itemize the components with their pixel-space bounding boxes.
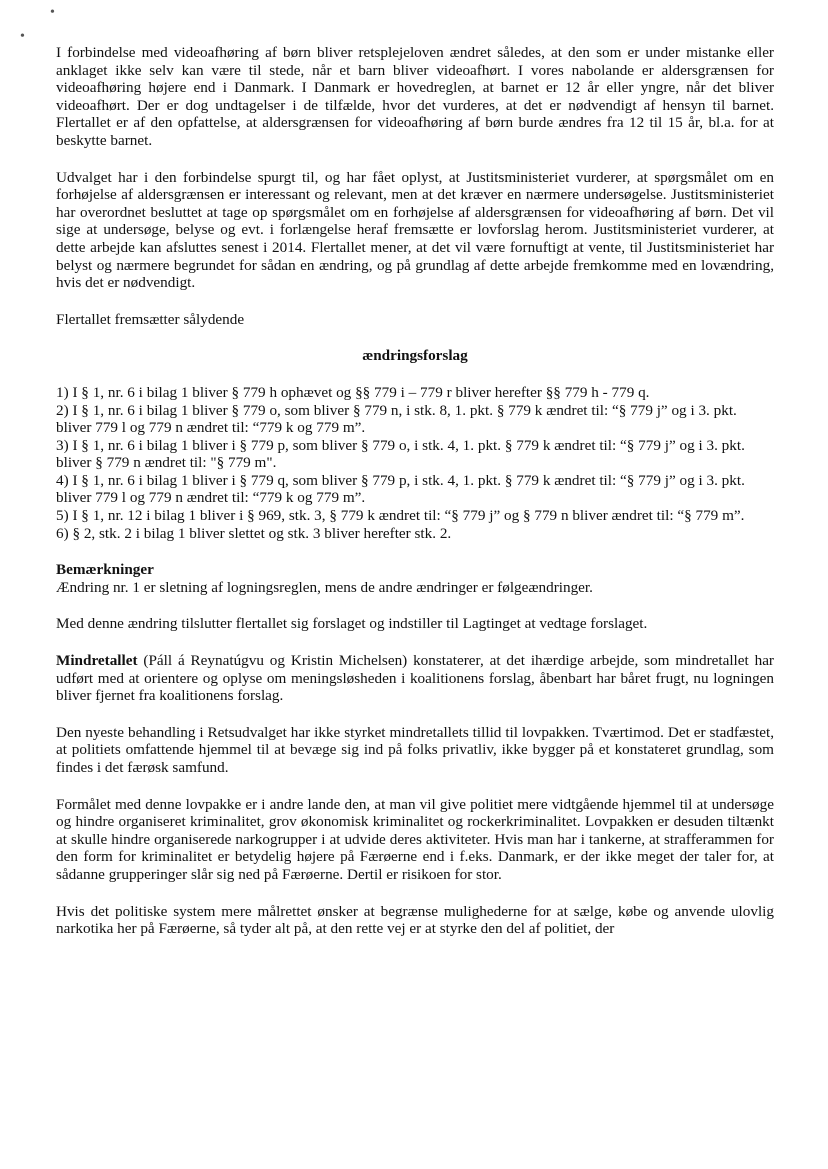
paragraph-tilslutning: Med denne ændring tilslutter flertallet sig forslaget og indstiller til Lagtinget at vedtage forslaget. [56, 615, 648, 633]
scan-mark: • [50, 5, 55, 20]
amendment-item: 2) I § 1, nr. 6 i bilag 1 bliver § 779 o, som bliver § 779 n, i stk. 8, 1. pkt. § 779 k ændret til: “§ 779 j” og i 3. pkt. bliver 779 l og 779 n ændret til: “779 k og 779 m”. [56, 401, 737, 437]
paragraph-politiske-system: Hvis det politiske system mere målrettet ønsker at begrænse mulighederne for at sælge, købe og anvende ulovlig narkotika her på Færøerne, så tyder alt på, at den rette vej er at styrke den del af politiet, der [56, 902, 774, 938]
paragraph-flertallet-fremsaetter: Flertallet fremsætter sålydende [56, 310, 245, 328]
amendment-item: 4) I § 1, nr. 6 i bilag 1 bliver i § 779 q, som bliver § 779 p, i stk. 4, 1. pkt. § 779 k ændret til: “§ 779 j” og i 3. pkt. bliver 779 l og 779 n ændret til: “779 k og 779 m”. [56, 471, 745, 507]
amendment-item: 5) I § 1, nr. 12 i bilag 1 bliver i § 969, stk. 3, § 779 k ændret til: “§ 779 j” og § 779 n bliver ændret til: “§ 779 m”. [56, 507, 745, 525]
document-body [56, 44, 774, 938]
paragraph-mindretallet [56, 652, 774, 705]
remarks-text: Ændring nr. 1 er sletning af logningsreglen, mens de andre ændringer er følgeændringer. [56, 578, 593, 596]
paragraph-videoafhoering: I forbindelse med videoafhøring af børn bliver retsplejeloven ændret således, at den som er under mistanke eller anklaget ikke selv kan være til stede, når et barn bliver videoafhørt. I vores nabolande er aldersgrænsen for videoafhøring højere end i Danmark. I Danmark er hovedreglen, at barnet er 12 år eller yngre, når det bliver videoafhørt. Der er dog undtagelser i de tilfælde, hvor det vurderes, at det er nødvendigt af hensyn til barnet. Flertallet er af den opfattelse, at aldersgrænsen for videoafhøring af børn burde ændres fra 12 til 15 år, bl.a. for at beskytte barnet. [56, 44, 774, 149]
amendment-item: 1) I § 1, nr. 6 i bilag 1 bliver § 779 h ophævet og §§ 779 i – 779 r bliver herefter §§ 779 h - 779 q. [56, 383, 650, 401]
paragraph-formaalet: Formålet med denne lovpakke er i andre lande den, at man vil give politiet mere vidtgående hjemmel til at undersøge og hindre organiseret kriminalitet, grov økonomisk kriminalitet og rockerkriminalitet. Lovpakken er desuden tiltænkt at skulle hindre organiserede narkogrupper i at udvide deres aktiviteter. Hvis man har i tankerne, at strafferammen for den form for kriminalitet er betydelig højere på Færøerne end i f.eks. Danmark, er der ikke meget der taler for, at sådanne grupperinger slår sig ned på Færøerne. Dertil er risikoen for stor. [56, 795, 774, 883]
amendment-item: 6) § 2, stk. 2 i bilag 1 bliver slettet og stk. 3 bliver herefter stk. 2. [56, 524, 452, 542]
paragraph-retsudvalget: Den nyeste behandling i Retsudvalget har ikke styrket mindretallets tillid til lovpakken. Tværtimod. Det er stadfæstet, at politiets omfattende hjemmel til at bevæge sig ind på folks privatliv, ikke bygger på et konstateret grundlag, som findes i det færøsk samfund. [56, 723, 774, 776]
amendment-list [56, 384, 774, 542]
amendment-item: 3) I § 1, nr. 6 i bilag 1 bliver i § 779 p, som bliver § 779 o, i stk. 4, 1. pkt. § 779 k ændret til: “§ 779 j” og i 3. pkt. bliver § 779 n ændret til: "§ 779 m". [56, 436, 745, 472]
minority-text: (Páll á Reynatúgvu og Kristin Michelsen) konstaterer, at det ihærdige arbejde, som mindretallet har udført med at orientere og oplyse om meningsløsheden i koalitionens forslag, åbenbart har båret frugt, nu logningen bliver fjernet fra koalitionens forslag. [56, 652, 774, 705]
section-heading: ændringsforslag [362, 347, 468, 365]
minority-label: Mindretallet [56, 652, 138, 670]
remarks-heading: Bemærkninger [56, 561, 154, 579]
paragraph-udvalget: Udvalget har i den forbindelse spurgt til, og har fået oplyst, at Justitsministeriet vurderer, at spørgsmålet om en forhøjelse af aldersgrænsen er interessant og relevant, men at det kræver en nærmere undersøgelse. Justitsministeriet har overordnet besluttet at tage op spørgsmålet om en forhøjelse af aldersgrænsen for videoafhøring af børn. Det vil sige at undersøge, belyse og evt. i forlængelse heraf fremsætte er lovforslag herom. Justitsministeriet vurderer, at dette arbejde kan afsluttes senest i 2014. Flertallet mener, at det vil være fornuftigt at vente, til Justitsministeriet har belyst og nærmere begrundet for sådan en ændring, og på grundlag af dette arbejde fremkomme med en lovændring, hvis det er nødvendigt. [56, 168, 774, 292]
scan-mark: • [20, 29, 25, 44]
